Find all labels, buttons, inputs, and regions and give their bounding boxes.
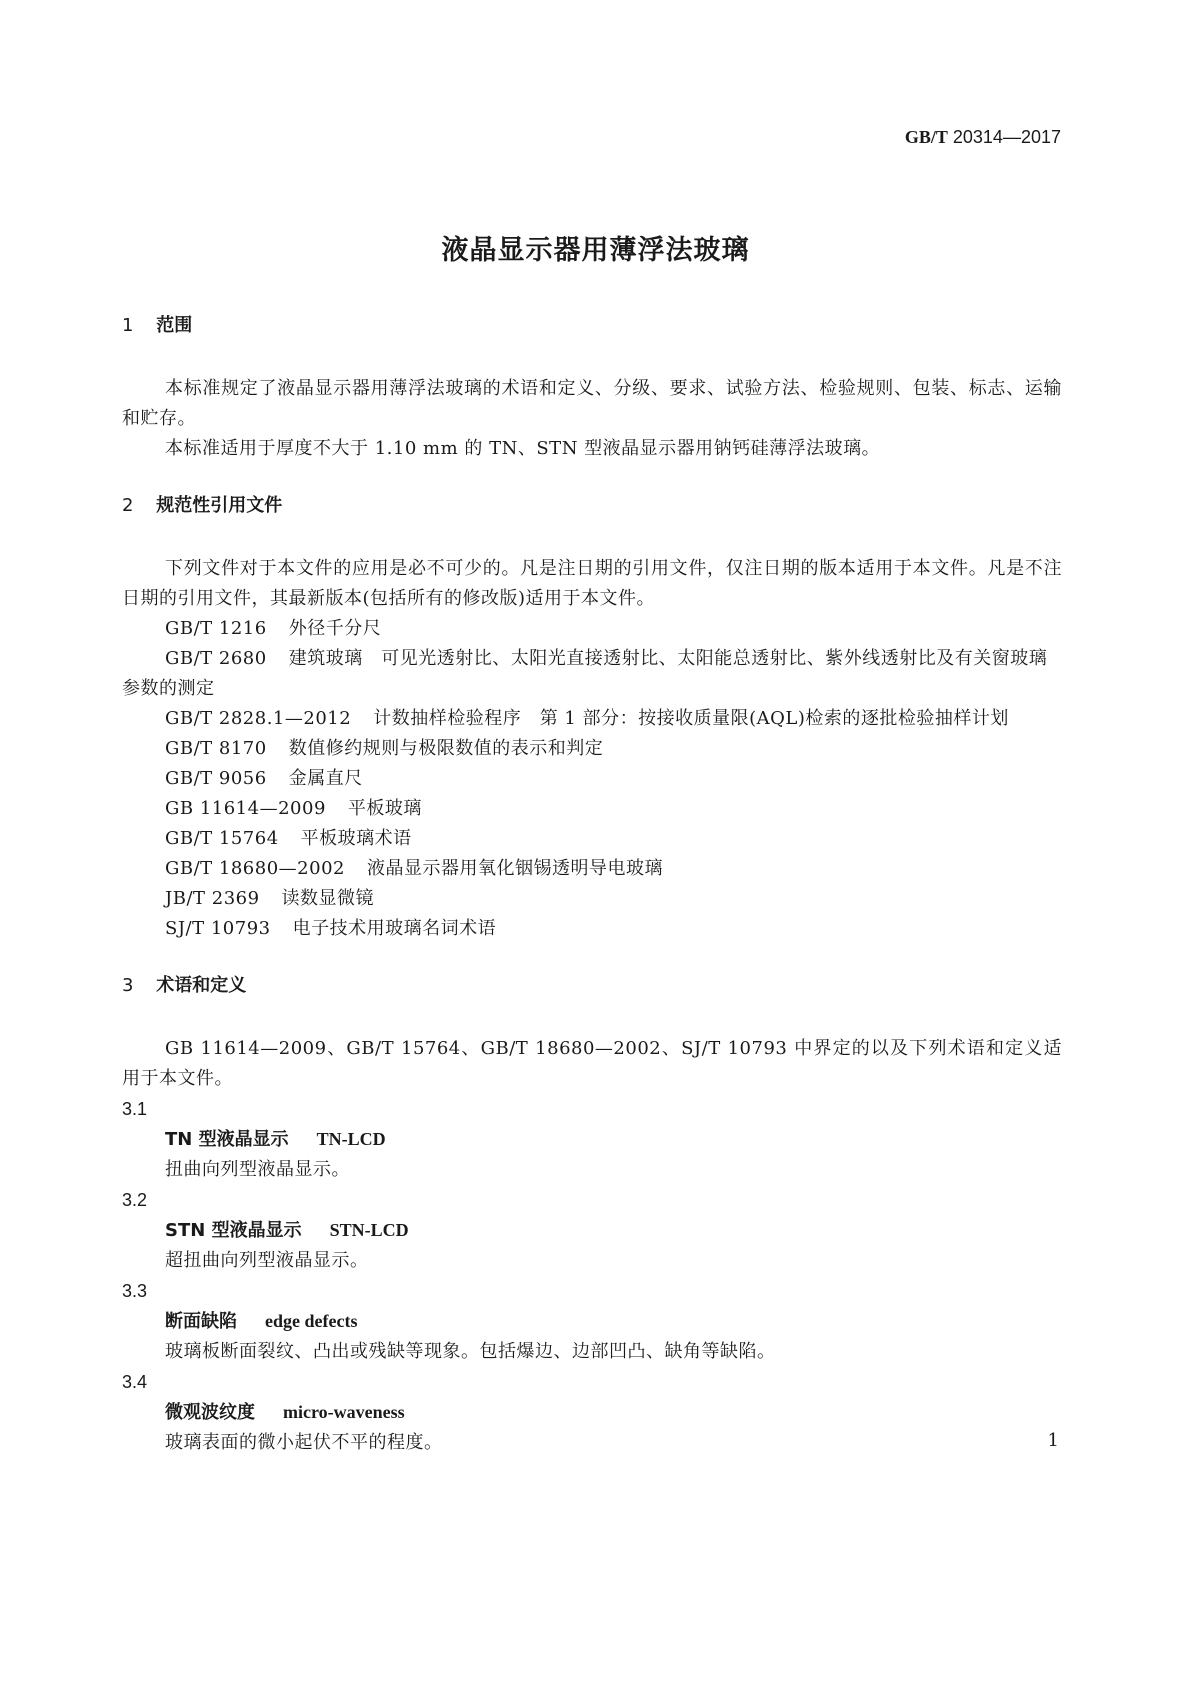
section-number: 2 — [122, 495, 134, 516]
reference-item — [122, 764, 1062, 794]
reference-item — [122, 854, 1062, 884]
reference-title: 电子技术用玻璃名词术语 — [292, 918, 497, 939]
reference-title: 外径千分尺 — [288, 618, 382, 639]
term-number: 3.3 — [122, 1281, 148, 1301]
term-name-zh: STN 型液晶显示 — [165, 1220, 302, 1241]
term-name — [122, 1124, 1062, 1155]
reference-code: GB/T 2680 — [165, 648, 267, 669]
section-heading-scope — [122, 312, 1062, 340]
paragraph: 本标准适用于厚度不大于 1.10 mm 的 TN、STN 型液晶显示器用钠钙硅薄浮法玻璃。 — [165, 438, 881, 459]
term-definition: 扭曲向列型液晶显示。 — [165, 1159, 350, 1180]
term-name-en: edge defects — [265, 1311, 358, 1331]
reference-item — [122, 704, 1062, 734]
reference-code: GB/T 18680—2002 — [165, 858, 345, 879]
term-definition: 玻璃表面的微小起伏不平的程度。 — [165, 1432, 443, 1453]
section-heading-terms-definitions — [122, 972, 1062, 1000]
standard-number: 20314—2017 — [952, 127, 1061, 147]
reference-item — [122, 914, 1062, 944]
paragraph: GB 11614—2009、GB/T 15764、GB/T 18680—2002、SJ/T 10793 中界定的以及下列术语和定义适用于本文件。 — [122, 1038, 1062, 1089]
reference-title: 计数抽样检验程序 第 1 部分：按接收质量限(AQL)检索的逐批检验抽样计划 — [373, 708, 1009, 729]
paragraph: 本标准规定了液晶显示器用薄浮法玻璃的术语和定义、分级、要求、试验方法、检验规则、包装、标志、运输和贮存。 — [122, 378, 1062, 429]
reference-title: 金属直尺 — [288, 768, 363, 789]
term-name — [122, 1306, 1062, 1337]
page-number: 1 — [1047, 1430, 1059, 1451]
term-definition: 玻璃板断面裂纹、凸出或残缺等现象。包括爆边、边部凹凸、缺角等缺陷。 — [165, 1341, 776, 1362]
paragraph: 下列文件对于本文件的应用是必不可少的。凡是注日期的引用文件，仅注日期的版本适用于本文件。凡是不注日期的引用文件，其最新版本(包括所有的修改版)适用于本文件。 — [122, 558, 1062, 609]
term-name — [122, 1215, 1062, 1246]
term-name-zh: 断面缺陷 — [165, 1311, 237, 1332]
term-number: 3.2 — [122, 1190, 148, 1210]
section-number: 3 — [122, 975, 134, 996]
reference-code: JB/T 2369 — [165, 888, 260, 909]
reference-title: 平板玻璃术语 — [300, 828, 412, 849]
term-name-en: STN-LCD — [329, 1220, 409, 1240]
section-title: 范围 — [156, 315, 193, 336]
section-number: 1 — [122, 315, 134, 336]
term-number: 3.1 — [122, 1099, 148, 1119]
reference-item — [122, 824, 1062, 854]
reference-code: GB 11614—2009 — [165, 798, 326, 819]
document-body — [122, 312, 1062, 1458]
section-heading-normative-references — [122, 492, 1062, 520]
term-definition: 超扭曲向列型液晶显示。 — [165, 1250, 369, 1271]
term-number: 3.4 — [122, 1372, 148, 1392]
reference-title: 数值修约规则与极限数值的表示和判定 — [288, 738, 604, 759]
document-title: 液晶显示器用薄浮法玻璃 — [441, 235, 750, 266]
standard-prefix: GB/T — [904, 127, 948, 147]
reference-item — [122, 884, 1062, 914]
section-title: 规范性引用文件 — [156, 495, 283, 516]
reference-code: GB/T 8170 — [165, 738, 267, 759]
term-name-en: micro-waveness — [283, 1402, 405, 1422]
section-title: 术语和定义 — [156, 975, 247, 996]
reference-item — [122, 734, 1062, 764]
reference-code: GB/T 15764 — [165, 828, 279, 849]
term-name — [122, 1397, 1062, 1428]
reference-code: GB/T 9056 — [165, 768, 267, 789]
term-name-en: TN-LCD — [316, 1129, 386, 1149]
reference-title: 液晶显示器用氧化铟锡透明导电玻璃 — [366, 858, 663, 879]
reference-code: SJ/T 10793 — [165, 918, 271, 939]
reference-title: 平板玻璃 — [347, 798, 422, 819]
reference-item — [122, 644, 1062, 704]
term-name-zh: TN 型液晶显示 — [165, 1129, 289, 1150]
reference-item — [122, 614, 1062, 644]
reference-title: 建筑玻璃 可见光透射比、太阳光直接透射比、太阳能总透射比、紫外线透射比及有关窗玻璃参数的测定 — [122, 648, 1048, 699]
reference-title: 读数显微镜 — [281, 888, 375, 909]
reference-item — [122, 794, 1062, 824]
reference-code: GB/T 2828.1—2012 — [165, 708, 352, 729]
term-name-zh: 微观波纹度 — [165, 1402, 255, 1423]
standard-code — [905, 127, 1061, 148]
reference-code: GB/T 1216 — [165, 618, 267, 639]
